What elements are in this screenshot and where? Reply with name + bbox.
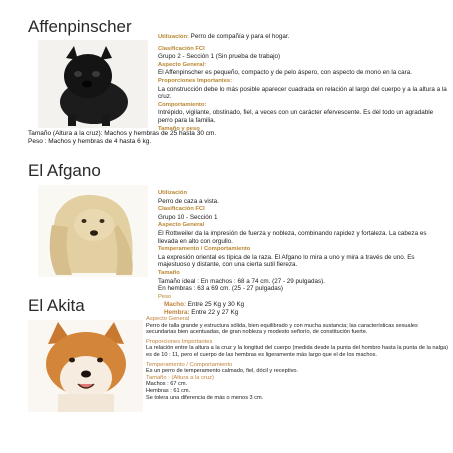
label-tamano: Tamaño (158, 269, 180, 276)
value-utilizacion: Perro de compañía y para el hogar. (190, 33, 290, 40)
value-aspecto: Perro de talla grande y estructura sólida, bien equilibrado y con mucha sustancia; las características sexuales secundarias bien acentuadas, de gran nobleza y modesto señorío, de constitución fuerte. (146, 322, 418, 336)
label-aspecto: Aspecto General (146, 316, 190, 322)
label-utilizacion: Utilización: (158, 34, 189, 40)
akita-info (146, 316, 448, 401)
affenpinscher-size-note (28, 130, 448, 146)
akita-dog-image (28, 320, 143, 412)
label-comportamiento: Comportamiento: (158, 101, 207, 108)
value-tamano-hembras: En hembras : 63 a 69 cm. (25 - 27 pulgadas) (158, 285, 283, 293)
label-proporciones: Proporciones Importantes (146, 338, 213, 345)
label-tamano: Tamaño : (Altura a la cruz) (146, 374, 214, 381)
label-clasificacion: Clasificación FCI (158, 45, 205, 52)
label-proporciones: Proporciones Importantes: (158, 77, 233, 84)
akita-photo (28, 320, 143, 412)
value-aspecto: El Affenpinscher es pequeño, compacto y de pelo áspero, con aspecto de mono en la cara. (158, 69, 413, 77)
value-hembras: Hembras : 61 cm. (146, 387, 191, 394)
afgano-info (158, 189, 448, 317)
value-comportamiento: Intrépido, vigilante, obstinado, fiel, a veces con un carácter efervescente. Es del todo un agradable perro para la familia. (158, 109, 434, 124)
value-tolerancia: Se tolera una diferencia de más o menos 3 cm. (146, 394, 264, 401)
label-tamano: Tamaño y peso (158, 125, 200, 132)
value-clasificacion: Grupo 10 - Sección 1 (158, 213, 218, 221)
value-temperamento: La expresión oriental es típica de la raza. El Afgano lo mira a uno y mira a través de uno. Es majestuoso y distante, con una cierta sutil fiereza. (158, 253, 415, 269)
affenpinscher-photo (38, 40, 148, 128)
value-temperamento: Es un perro de temperamento calmado, fiel, dócil y receptivo. (146, 368, 299, 375)
affenpinscher-info (158, 33, 448, 133)
label-aspecto: Aspecto General: (158, 61, 206, 68)
breed-title-afgano: El Afgano (28, 161, 101, 180)
value-tamano: Tamaño (Altura a la cruz): Machos y hembras de 25 hasta 30 cm. (28, 130, 217, 137)
value-proporciones: La relación entre la altura a la cruz y la longitud del cuerpo (medida desde la punta del hombro hasta la punta de la nalga) es de 10 : 11, pero el cuerpo de las hembras es ligeramente más largo que el de los machos. (146, 345, 448, 358)
label-peso: Peso (158, 293, 172, 300)
label-clasificacion: Clasificación FCI (158, 206, 205, 213)
value-clasificacion: Grupo 2 - Sección 1 (Sin prueba de trabajo) (158, 53, 281, 61)
breed-title-affenpinscher: Affenpinscher (28, 17, 132, 36)
label-hembra: Hembra: (164, 308, 190, 316)
label-temperamento: Temperamento / Comportamiento (146, 361, 233, 368)
afgano-photo (38, 185, 148, 277)
affenpinscher-dog-image (38, 40, 148, 128)
value-proporciones: La construcción debe lo más posible aparecer cuadrada en relación al largo del cuerpo y a la altura a la cruz. (158, 85, 447, 101)
breed-title-akita: El Akita (28, 296, 85, 315)
value-aspecto: El Rottweiler da la impresión de fuerza y nobleza, combinando rapidez y fortaleza. La cabeza es llevada en alto con orgullo. (158, 229, 427, 245)
value-tamano: Tamaño ideal : En machos : 68 a 74 cm. (27 - 29 pulgadas). (158, 277, 325, 285)
value-machos: Machos : 67 cm. (146, 381, 188, 388)
value-utilizacion: Perro de caza a vista. (158, 197, 219, 205)
value-macho: Entre 25 Kg y 30 Kg (187, 301, 245, 309)
value-peso: Peso : Machos y hembras de 4 hasta 6 kg. (28, 138, 152, 145)
value-hembra: Entre 22 y 27 Kg (191, 308, 239, 316)
label-macho: Macho: (164, 301, 187, 309)
afghan-hound-image (38, 185, 148, 277)
label-temperamento: Temperamento / Comportamiento (158, 246, 251, 253)
label-aspecto: Aspecto General (158, 222, 205, 229)
label-utilizacion: Utilización (158, 190, 187, 196)
